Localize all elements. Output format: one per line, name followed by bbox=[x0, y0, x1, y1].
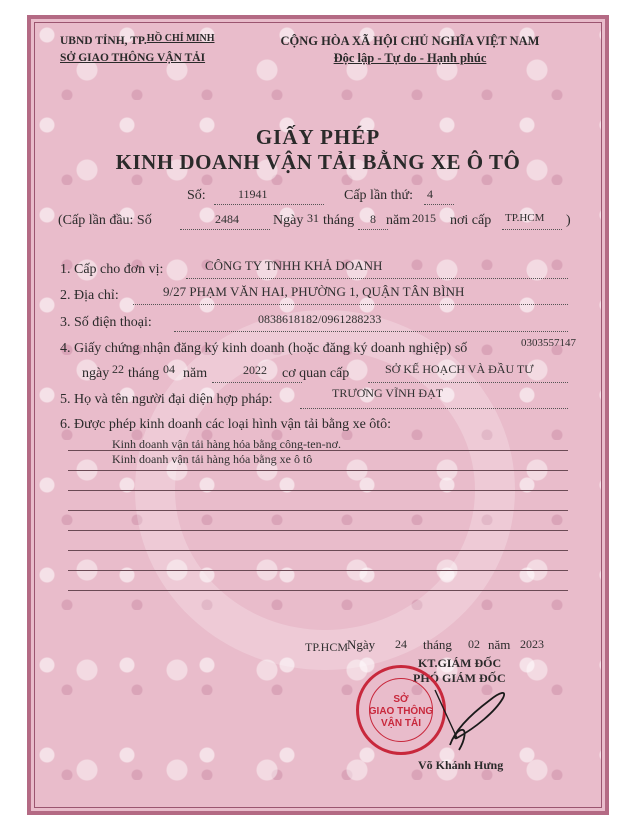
field-4-thang-label: tháng bbox=[128, 366, 160, 381]
field-2-label: 2. Địa chỉ: bbox=[60, 288, 119, 303]
footer-nam-label: năm bbox=[488, 637, 511, 652]
field-4-ngay-value: 22 bbox=[112, 362, 124, 376]
blank-line bbox=[68, 510, 568, 511]
field-4-coquan-value: SỞ KẾ HOẠCH VÀ ĐẦU TƯ bbox=[385, 362, 534, 376]
field-6-label: 6. Được phép kinh doanh các loại hình vận tải bằng xe ôtô: bbox=[60, 417, 392, 432]
blank-line bbox=[68, 470, 568, 471]
cap-lan-dau-nam-value: 2015 bbox=[412, 211, 436, 225]
field-1-value: CÔNG TY TNHH KHẢ DOANH bbox=[205, 258, 383, 273]
field-4-ngay-label: ngày bbox=[82, 366, 110, 381]
so-label: Số: bbox=[187, 188, 206, 203]
national-header bbox=[245, 33, 575, 67]
cap-lan-dau-ngay-value: 31 bbox=[307, 211, 319, 225]
national-motto: Độc lập - Tự do - Hạnh phúc bbox=[333, 51, 487, 65]
cap-lan-dau-thang-label: tháng bbox=[323, 213, 355, 228]
field-4-coquan-label: cơ quan cấp bbox=[282, 366, 350, 381]
cap-lan-dau-nam-label: năm bbox=[386, 213, 411, 228]
field-1-label: 1. Cấp cho đơn vị: bbox=[60, 262, 164, 277]
field-3-value: 0838618182/0961288233 bbox=[258, 312, 382, 326]
cap-lan-dau-label: (Cấp lần đầu: Số bbox=[58, 213, 152, 228]
agency-line1-prefix: UBND TỈNH, TP. bbox=[60, 35, 147, 47]
signer-name: Võ Khánh Hưng bbox=[418, 758, 504, 772]
cap-lan-thu-label: Cấp lần thứ: bbox=[344, 188, 414, 203]
nation-name: CỘNG HÒA XÃ HỘI CHỦ NGHĨA VIỆT NAM bbox=[280, 34, 540, 48]
agency-line1-place: HỒ CHÍ MINH bbox=[146, 33, 215, 44]
agency-line2: SỞ GIAO THÔNG VẬN TẢI bbox=[60, 52, 206, 64]
close-paren: ) bbox=[566, 213, 571, 228]
stamp-line-2: GIAO THÔNG bbox=[368, 706, 434, 717]
document-subtitle: KINH DOANH VẬN TẢI BẰNG XE Ô TÔ bbox=[115, 150, 521, 174]
footer-ngay-label: Ngày bbox=[347, 637, 376, 652]
footer-thang-value: 02 bbox=[468, 637, 480, 651]
footer-thang-label: tháng bbox=[423, 637, 452, 652]
field-5-value: TRƯƠNG VĨNH ĐẠT bbox=[332, 386, 444, 400]
so-value: 11941 bbox=[238, 187, 268, 201]
signer-role-1: KT.GIÁM ĐỐC bbox=[418, 656, 502, 670]
blank-line bbox=[68, 490, 568, 491]
field-4-nam-label: năm bbox=[183, 366, 208, 381]
field-6-item-2: Kinh doanh vận tải hàng hóa bằng xe ô tô bbox=[112, 452, 313, 466]
cap-lan-dau-ngay-label: Ngày bbox=[273, 213, 304, 228]
cap-lan-dau-value: 2484 bbox=[215, 212, 239, 226]
issuing-agency bbox=[60, 33, 215, 66]
field-4-nam-value: 2022 bbox=[243, 363, 267, 377]
blank-line bbox=[68, 450, 568, 451]
blank-line bbox=[68, 550, 568, 551]
signer-role-2: PHÓ GIÁM ĐỐC bbox=[413, 671, 506, 685]
footer-place: TP.HCM bbox=[305, 640, 349, 654]
field-5-label: 5. Họ và tên người đại diện hợp pháp: bbox=[60, 392, 273, 407]
field-4-label: 4. Giấy chứng nhận đăng ký kinh doanh (hoặc đăng ký doanh nghiệp) số bbox=[60, 341, 468, 356]
field-6-item-1: Kinh doanh vận tải hàng hóa bằng công-ten-nơ. bbox=[112, 437, 341, 451]
blank-line bbox=[68, 570, 568, 571]
noi-cap-value: TP.HCM bbox=[505, 212, 545, 224]
field-4-value: 0303557147 bbox=[521, 337, 576, 349]
stamp-line-1: SỞ bbox=[393, 694, 409, 705]
handwritten-signature bbox=[395, 680, 525, 760]
stamp-line-3: VẬN TẢI bbox=[381, 718, 421, 729]
field-2-value: 9/27 PHẠM VĂN HAI, PHƯỜNG 1, QUẬN TÂN BÌNH bbox=[163, 284, 465, 299]
noi-cap-label: nơi cấp bbox=[450, 213, 492, 228]
field-4-thang-value: 04 bbox=[163, 362, 175, 376]
field-3-label: 3. Số điện thoại: bbox=[60, 315, 152, 330]
cap-lan-thu-value: 4 bbox=[427, 187, 433, 201]
footer-ngay-value: 24 bbox=[395, 637, 407, 651]
document-title: GIẤY PHÉP bbox=[255, 125, 381, 149]
blank-line bbox=[68, 530, 568, 531]
footer-nam-value: 2023 bbox=[520, 637, 544, 651]
blank-line bbox=[68, 590, 568, 591]
cap-lan-dau-thang-value: 8 bbox=[370, 212, 376, 226]
